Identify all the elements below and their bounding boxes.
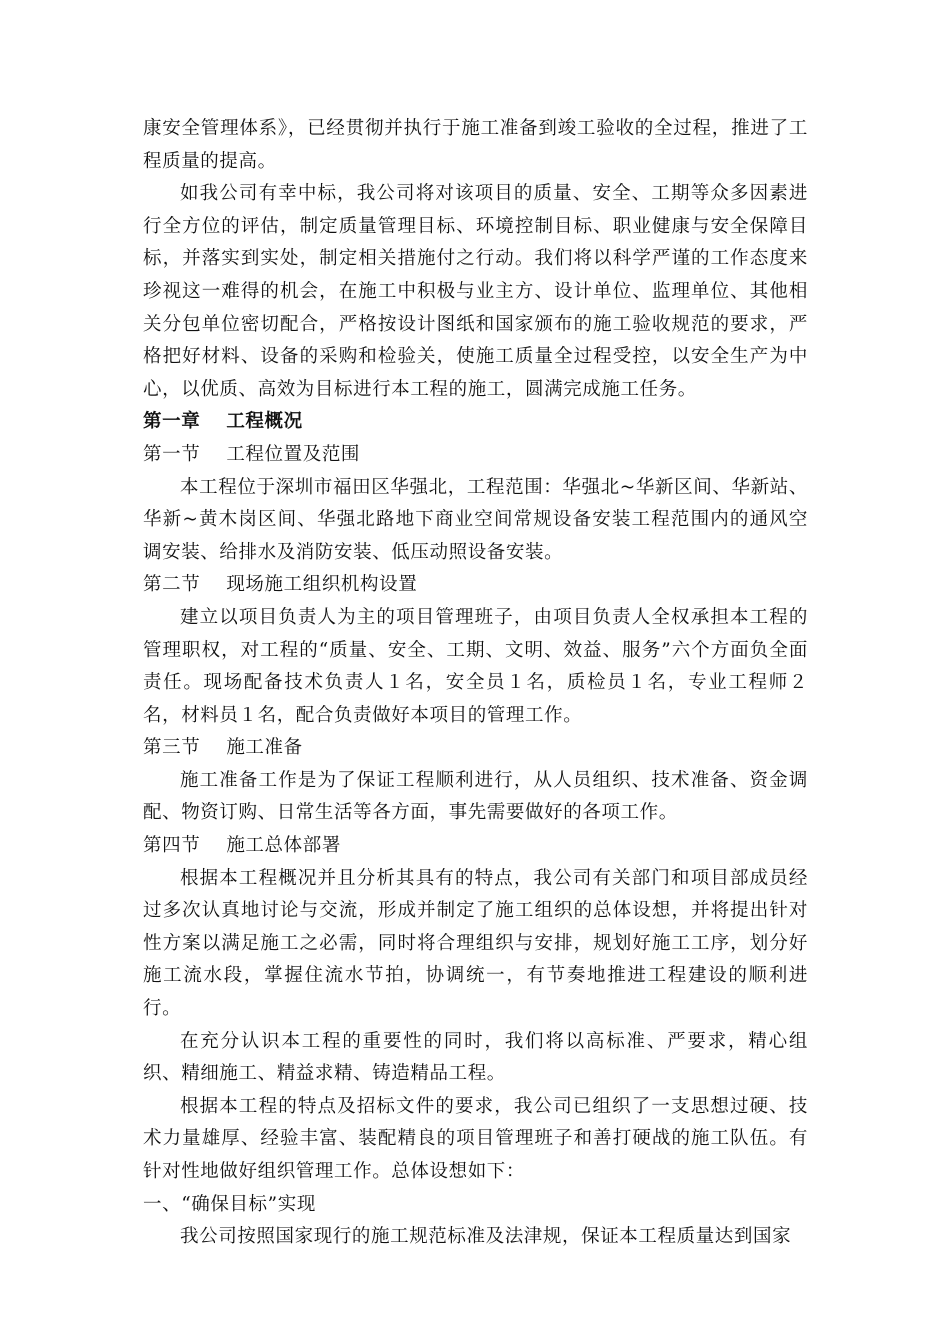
chapter-heading (143, 406, 808, 439)
section-heading-4 (143, 830, 808, 863)
paragraph-intro-continuation: 康安全管理体系》，已经贯彻并执行于施工准备到竣工验收的全过程，推进了工程质量的提高。 (143, 118, 808, 172)
section-4-body-1: 根据本工程概况并且分析其具有的特点，我公司有关部门和项目部成员经过多次认真地讨论与交流，形成并制定了施工组织的总体设想，并将提出针对性方案以满足施工之必需，同时将合理组织与安排，规划好施工工序，划分好施工流水段，掌握住流水节拍，协调统一，有节奏地推进工程建设的顺利进行。 (143, 867, 808, 1020)
section-title: 现场施工组织机构设置 (226, 574, 418, 596)
section-heading-3 (143, 732, 808, 765)
item-heading-1: 一、“确保目标”实现 (143, 1193, 316, 1215)
section-number: 第一节 (143, 443, 201, 465)
section-title: 施工准备 (226, 737, 303, 759)
section-heading-1 (143, 439, 808, 472)
chapter-title: 工程概况 (226, 411, 303, 433)
section-heading-2 (143, 569, 808, 602)
section-number: 第三节 (143, 737, 201, 759)
section-2-body: 建立以项目负责人为主的项目管理班子，由项目负责人全权承担本工程的管理职权，对工程的“质量、安全、工期、文明、效益、服务”六个方面负全面责任。现场配备技术负责人１名，安全员１名，质检员１名，专业工程师２名，材料员１名，配合负责做好本项目的管理工作。 (143, 606, 808, 726)
paragraph-bid-commitment: 如我公司有幸中标，我公司将对该项目的质量、安全、工期等众多因素进行全方位的评估，制定质量管理目标、环境控制目标、职业健康与安全保障目标，并落实到实处，制定相关措施付之行动。我们将以科学严谨的工作态度来珍视这一难得的机会，在施工中积极与业主方、设计单位、监理单位、其他相关分包单位密切配合，严格按设计图纸和国家颁布的施工验收规范的要求，严格把好材料、设备的采购和检验关，使施工质量全过程受控，以安全生产为中心，以优质、高效为目标进行本工程的施工，圆满完成施工任务。 (143, 183, 808, 400)
section-3-body: 施工准备工作是为了保证工程顺利进行，从人员组织、技术准备、资金调配、物资订购、日常生活等各方面，事先需要做好的各项工作。 (143, 769, 808, 824)
section-title: 工程位置及范围 (226, 443, 361, 465)
section-1-body: 本工程位于深圳市福田区华强北，工程范围：华强北~华新区间、华新站、华新~黄木岗区间、华强北路地下商业空间常规设备安装工程范围内的通风空调安装、给排水及消防安装、低压动照设备安装。 (143, 476, 808, 563)
section-title: 施工总体部署 (226, 835, 341, 857)
section-4-body-3: 根据本工程的特点及招标文件的要求，我公司已组织了一支思想过硬、技术力量雄厚、经验丰富、装配精良的项目管理班子和善打硬战的施工队伍。有针对性地做好组织管理工作。总体设想如下： (143, 1095, 808, 1182)
section-number: 第二节 (143, 574, 201, 596)
chapter-number: 第一章 (143, 411, 201, 433)
item-1-body: 我公司按照国家现行的施工规范标准及法津规，保证本工程质量达到国家 (180, 1226, 792, 1248)
section-number: 第四节 (143, 835, 201, 857)
document-body (143, 113, 808, 1254)
section-4-body-2: 在充分认识本工程的重要性的同时，我们将以高标准、严要求，精心组织、精细施工、精益求精、铸造精品工程。 (143, 1030, 808, 1085)
